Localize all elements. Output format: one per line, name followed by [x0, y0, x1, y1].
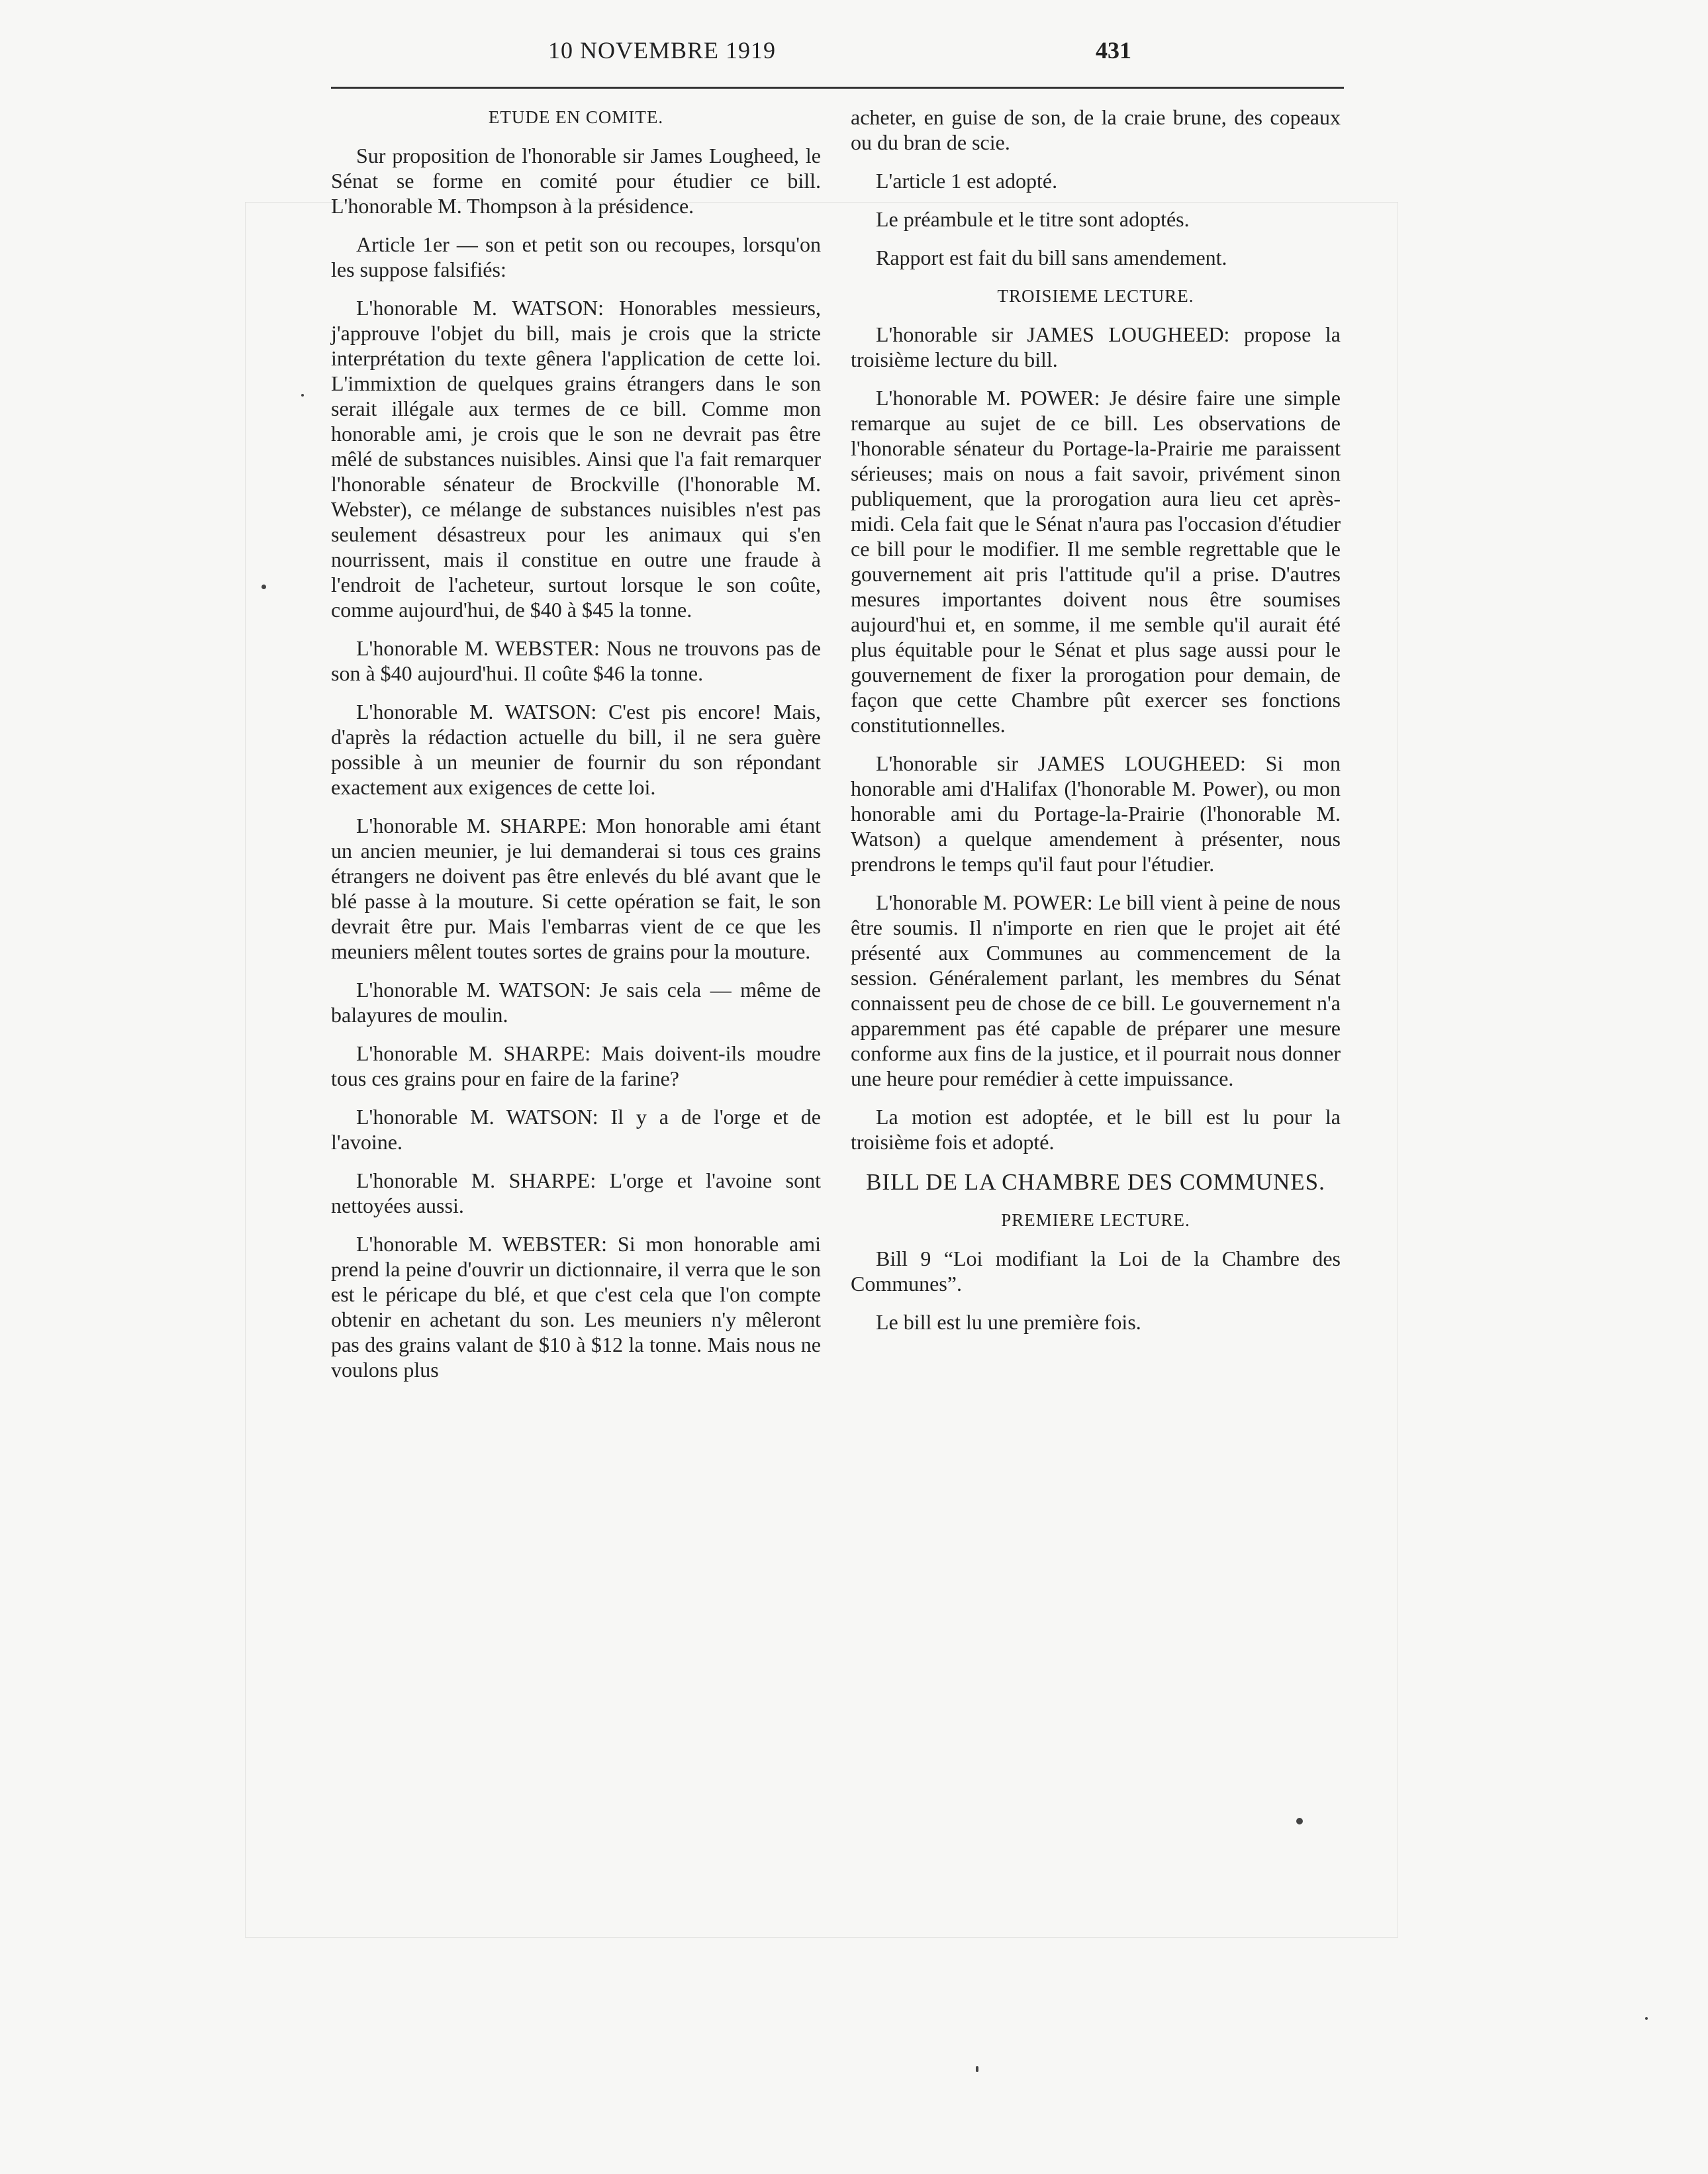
section-heading-troisieme-lecture: TROISIEME LECTURE. [997, 286, 1194, 306]
paragraph: Le bill est lu une première fois. [876, 1310, 1141, 1334]
paragraph: Bill 9 “Loi modifiant la Loi de la Chambre des Communes”. [851, 1247, 1341, 1296]
page-number: 431 [1096, 37, 1131, 64]
continuation-paragraph: acheter, en guise de son, de la craie brune, des copeaux ou du bran de scie. [851, 105, 1341, 154]
paragraph: La motion est adoptée, et le bill est lu pour la troisième fois et adopté. [851, 1105, 1341, 1154]
header-date: 10 NOVEMBRE 1919 [547, 37, 776, 64]
section-heading-premiere-lecture: PREMIERE LECTURE. [1001, 1210, 1190, 1230]
header-rule [331, 87, 1344, 89]
paragraph: L'honorable M. SHARPE: Mon honorable ami étant un ancien meunier, je lui demanderai si tous ces grains étrangers ne doivent pas être enlevés du blé avant que le blé passe à la mouture. Si cette opération se fait, le son devrait être pur. Mais l'embarras vient de ce que les meuniers mêlent toutes sortes de grains pour la mouture. [331, 814, 821, 963]
paragraph: L'honorable sir JAMES LOUGHEED: Si mon honorable ami d'Halifax (l'honorable M. Power), ou mon honorable ami du Portage-la-Prairie (l'honorable M. Watson) a quelque amendement à présenter, nous prendrons le temps qu'il faut pour l'étudier. [851, 751, 1341, 876]
section-heading-bill-communes: BILL DE LA CHAMBRE DES COMMUNES. [866, 1169, 1325, 1195]
right-column [851, 105, 1341, 1348]
paragraph: L'honorable M. WEBSTER: Si mon honorable ami prend la peine d'ouvrir un dictionnaire, il verra que le son est le péricape du blé, et que c'est cela que l'on compte obtenir en achetant du son. Les meuniers n'y mêleront pas des grains valant de $10 à $12 la tonne. Mais nous ne voulons plus [331, 1232, 821, 1382]
scan-speck [1645, 2017, 1648, 2020]
paragraph: Sur proposition de l'honorable sir James Lougheed, le Sénat se forme en comité pour étudier ce bill. L'honorable M. Thompson à la présidence. [331, 144, 821, 218]
page-header [331, 36, 1351, 76]
paragraph: L'honorable sir JAMES LOUGHEED: propose la troisième lecture du bill. [851, 322, 1341, 371]
paragraph: Article 1er — son et petit son ou recoupes, lorsqu'on les suppose falsifiés: [331, 232, 821, 281]
scan-speck [261, 585, 266, 589]
scan-speck [976, 2066, 978, 2072]
paragraph: L'honorable M. WATSON: Il y a de l'orge et de l'avoine. [331, 1105, 821, 1154]
paragraph: L'honorable M. POWER: Le bill vient à peine de nous être soumis. Il n'importe en rien que le projet ait été présenté aux Communes au commencement de la session. Généralement parlant, les membres du Sénat connaissent peu de chose de ce bill. Le gouvernement n'a apparemment pas été capable de préparer une mesure conforme aux fins de la justice, et il pourrait nous donner une heure pour remédier à cette impuissance. [851, 890, 1341, 1090]
paragraph: L'honorable M. WATSON: C'est pis encore! Mais, d'après la rédaction actuelle du bill, il ne sera guère possible à un meunier de fournir du son répondant exactement aux exigences de cette loi. [331, 700, 821, 799]
scan-speck [301, 394, 304, 397]
paragraph: L'article 1 est adopté. [876, 169, 1058, 193]
paragraph: L'honorable M. POWER: Je désire faire une simple remarque au sujet de ce bill. Les observations de l'honorable sénateur du Portage-la-Prairie me paraissent sérieuses; mais on nous a fait savoir, privément sinon publiquement, que la prorogation aura lieu cet après-midi. Cela fait que le Sénat n'aura pas l'occasion d'étudier ce bill pour le modifier. Il me semble regrettable que le gouvernement ait pris l'attitude qu'il a prise. D'autres mesures importantes doivent nous être soumises aujourd'hui et, en somme, il me semble qu'il aurait été plus équitable pour le Sénat et plus sage aussi pour le gouvernement de fixer la prorogation pour demain, de façon que cette Chambre pût exercer ses fonctions constitutionnelles. [851, 386, 1341, 737]
paragraph: L'honorable M. WEBSTER: Nous ne trouvons pas de son à $40 aujourd'hui. Il coûte $46 la tonne. [331, 636, 821, 685]
paragraph: L'honorable M. WATSON: Je sais cela — même de balayures de moulin. [331, 978, 821, 1027]
paragraph: Le préambule et le titre sont adoptés. [876, 207, 1190, 231]
left-column [331, 105, 821, 1395]
section-heading-comite: ETUDE EN COMITE. [488, 107, 664, 127]
paragraph: L'honorable M. WATSON: Honorables messieurs, j'approuve l'objet du bill, mais je crois que la stricte interprétation du texte gênera l'application de cette loi. L'immixtion de quelques grains étrangers dans le son serait illégale aux termes de ce bill. Comme mon honorable ami, je crois que le son ne devrait pas être mêlé de substances nuisibles. Ainsi que l'a fait remarquer l'honorable sénateur de Brockville (l'honorable M. Webster), ce mélange de substances nuisibles n'est pas seulement désastreux pour les animaux qui s'en nourrissent, mais il constitue en outre une fraude à l'endroit de l'acheteur, surtout lorsque le son coûte, comme aujourd'hui, de $40 à $45 la tonne. [331, 296, 821, 622]
paragraph: L'honorable M. SHARPE: Mais doivent-ils moudre tous ces grains pour en faire de la farine? [331, 1041, 821, 1090]
paragraph: L'honorable M. SHARPE: L'orge et l'avoine sont nettoyées aussi. [331, 1168, 821, 1217]
paragraph: Rapport est fait du bill sans amendement. [876, 246, 1227, 269]
scan-speck [1296, 1818, 1303, 1824]
